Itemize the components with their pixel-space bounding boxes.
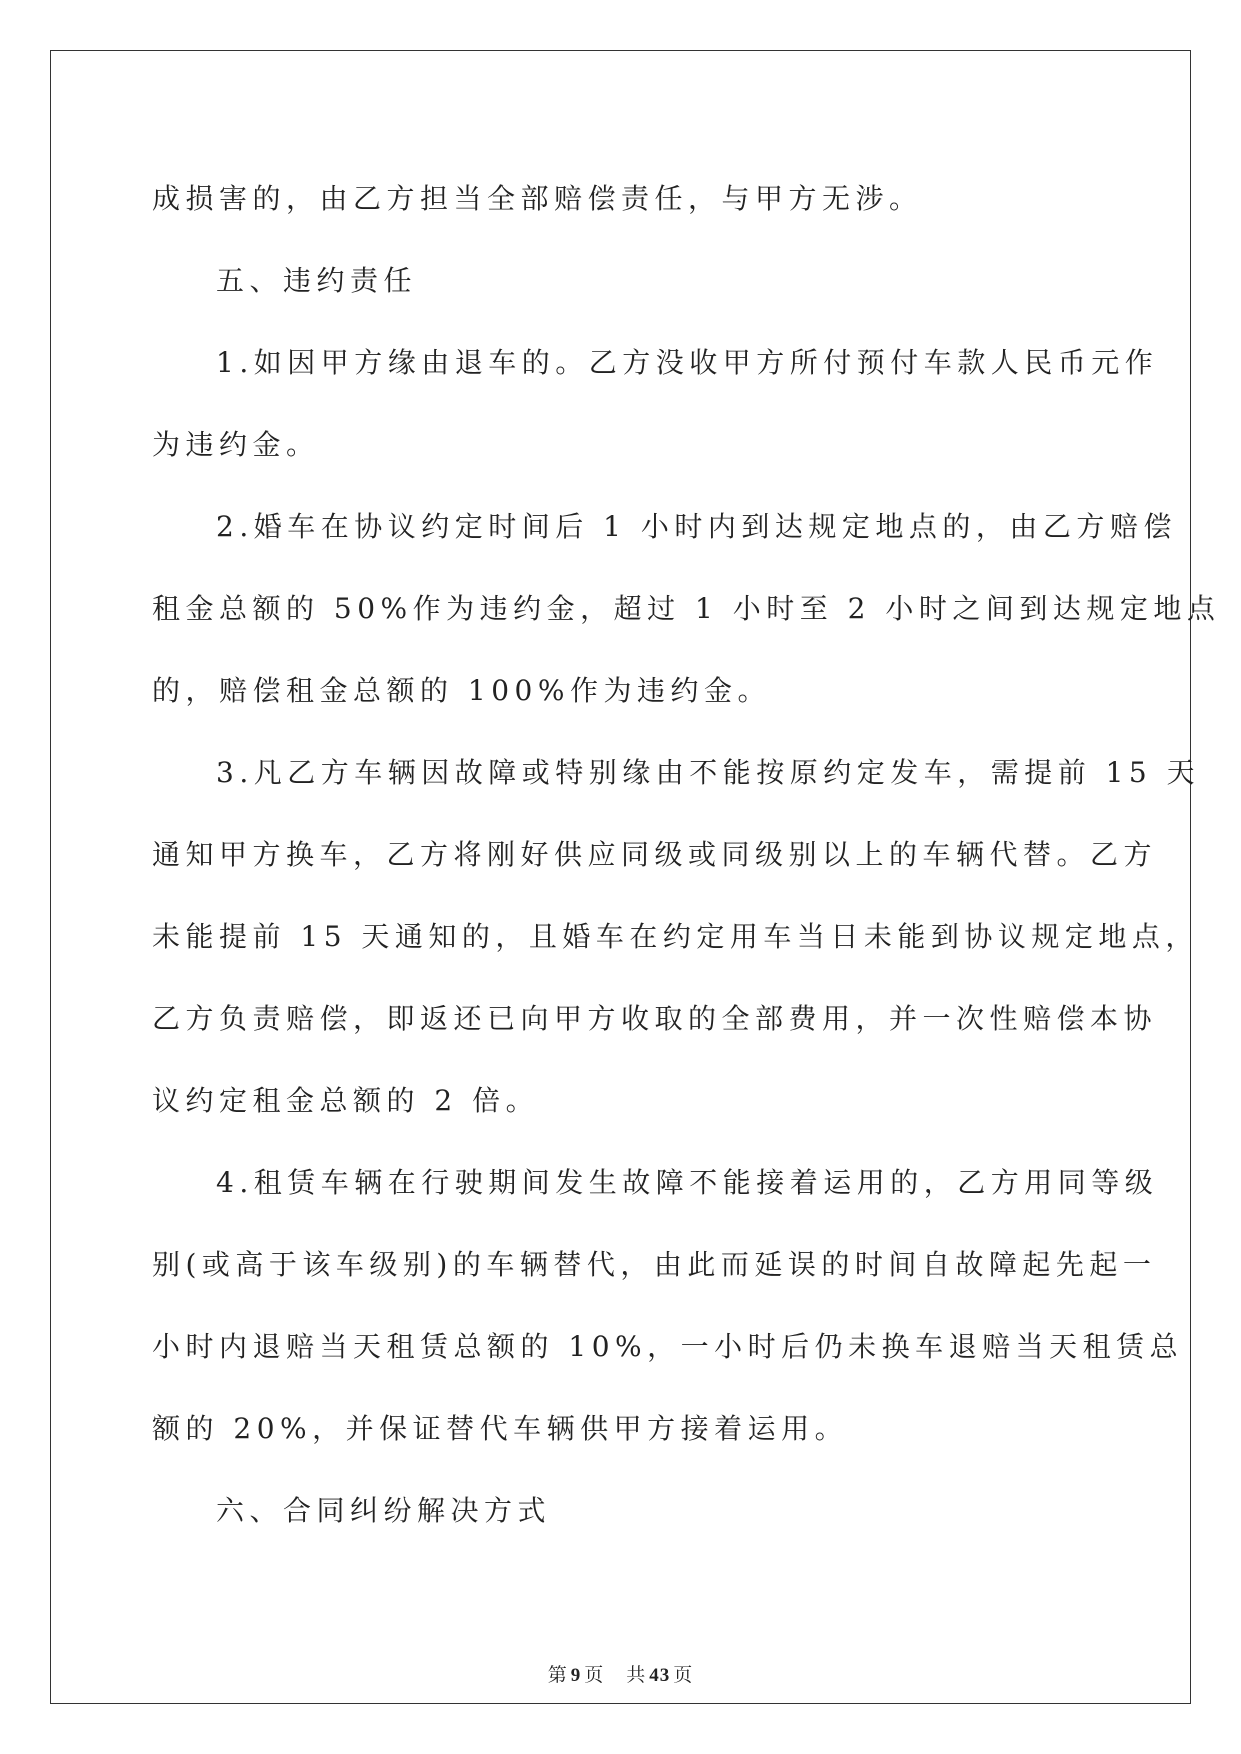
page-number: 9 — [570, 1665, 582, 1686]
text-line: 为违约金。 — [152, 428, 320, 461]
section-heading: 五、违约责任 — [216, 264, 418, 297]
text-line: 乙方负责赔偿，即返还已向甲方收取的全部费用，并一次性赔偿本协 — [152, 1002, 1158, 1035]
page-footer — [0, 1660, 1241, 1687]
text-line: 别(或高于该车级别)的车辆替代，由此而延误的时间自故障起先起一 — [152, 1248, 1157, 1281]
text-line: 议约定租金总额的 2 倍。 — [152, 1084, 540, 1117]
total-suffix: 页 — [673, 1664, 694, 1686]
text-line: 额的 20%，并保证替代车辆供甲方接着运用。 — [152, 1412, 849, 1445]
text-line: 的，赔偿租金总额的 100%作为违约金。 — [152, 674, 771, 707]
page-prefix: 第 — [547, 1664, 568, 1686]
section-heading: 六、合同纠纷解决方式 — [216, 1494, 552, 1527]
text-line: 未能提前 15 天通知的，且婚车在约定用车当日未能到协议规定地点， — [152, 920, 1199, 953]
text-line: 2.婚车在协议约定时间后 1 小时内到达规定地点的，由乙方赔偿 — [216, 510, 1177, 543]
page-suffix: 页 — [584, 1664, 605, 1686]
text-line: 1.如因甲方缘由退车的。乙方没收甲方所付预付车款人民币元作 — [216, 346, 1159, 379]
text-line: 小时内退赔当天租赁总额的 10%，一小时后仍未换车退赔当天租赁总 — [152, 1330, 1184, 1363]
total-pages: 43 — [649, 1665, 671, 1686]
text-line: 成损害的，由乙方担当全部赔偿责任，与甲方无涉。 — [152, 182, 923, 215]
text-line: 通知甲方换车，乙方将刚好供应同级或同级别以上的车辆代替。乙方 — [152, 838, 1158, 871]
total-prefix: 共 — [626, 1664, 647, 1686]
document-body — [152, 158, 1221, 1552]
text-line: 租金总额的 50%作为违约金，超过 1 小时至 2 小时之间到达规定地点 — [152, 592, 1221, 625]
text-line: 3.凡乙方车辆因故障或特别缘由不能按原约定发车，需提前 15 天 — [216, 756, 1201, 789]
text-line: 4.租赁车辆在行驶期间发生故障不能接着运用的，乙方用同等级 — [216, 1166, 1159, 1199]
